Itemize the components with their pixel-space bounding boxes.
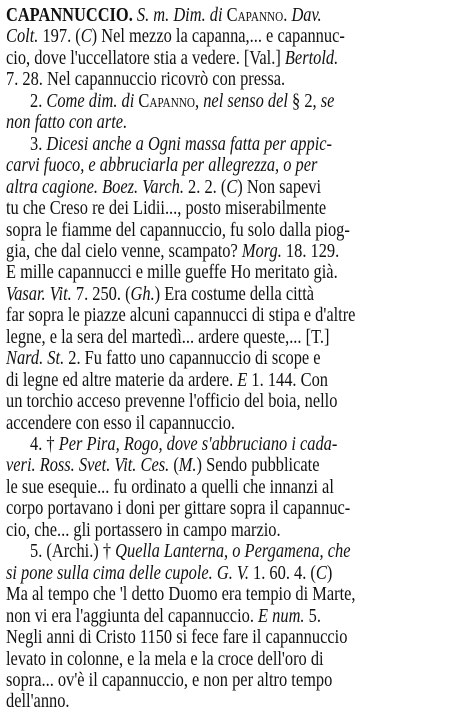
text-run: . [283,4,292,26]
text-run: C [315,561,327,584]
entry-line [6,689,375,714]
text-run: 2. 2. ( [183,175,227,198]
text-run: Come dim. di [46,89,135,112]
text-run: ( [169,454,179,477]
text-run: se [320,89,335,112]
text-run: Morg. [241,239,282,262]
text-run: levato in colonne, e la mela e la croce dell'oro di [6,647,324,670]
text-run: E [237,368,248,391]
text-run: un torchio acceso prevenne l'officio del boia, nello [6,390,338,413]
text-run: Bertold. [284,46,339,69]
text-run: Gh. [130,282,155,305]
text-run: Per Pira, Rogo, dove s'abbruciano i cada- [58,433,338,455]
text-run: ) Nel mezzo la capanna,... e capannuc- [91,25,345,48]
text-run: , [195,89,204,112]
text-run: 1. 144. Con [247,368,328,391]
text-run: sopra... ov'è il capannuccio, e non per altro tempo [6,668,333,691]
text-run: 5. [304,604,321,627]
text-run: ) Sendo pubblicate [196,454,320,477]
text-run: Dav. [291,4,322,26]
text-run: 7. 28. Nel capannuccio ricovrò con pressa. [6,68,286,91]
text-run: dell'anno. [6,690,70,713]
text-run: far sopra le piazze alcuni capannucci di stipa e d'altre [6,304,356,327]
text-run: Nard. St. [6,347,65,370]
text-run: S. m. Dim. di [136,4,223,26]
text-run: non fatto con arte. [6,111,128,134]
text-run: veri. Ross. Svet. Vit. Ces. [6,454,170,477]
text-run: cio, dove l'uccellatore stia a vedere. [Val.] [6,46,285,69]
text-run: gia, che dal cielo venne, scampato? [6,239,242,262]
text-run: Ma al tempo che 'l detto Duomo era tempio di Marte, [6,583,356,606]
text-run: ) Non sapevi [237,175,322,198]
text-run: 5. (Archi.) † [30,540,116,563]
text-run: 1. 60. 4. ( [248,561,316,584]
text-run: si pone sulla cima delle cupole. G. V. [6,561,249,584]
text-run: E num. [258,604,305,627]
text-run: Capanno [138,89,196,112]
text-run: legne, e la sera del martedì... ardere queste,... [T.] [6,325,330,348]
text-run: Negli anni di Cristo 1150 si fece fare il capannuccio [6,626,348,649]
text-run: C [80,25,92,48]
text-run: ) [326,561,333,584]
text-run: Colt. [6,25,39,48]
text-run: ) Era costume della città [154,282,315,305]
text-run: Quella Lanterna, o Pergamena, che [115,540,351,563]
text-run: 2. [30,89,47,112]
text-run: accendere con esso il capannuccio. [6,411,236,434]
text-run: 4. † [30,433,59,455]
text-run: corpo portavano i doni per gittare sopra il capannuc- [6,497,351,520]
text-run: le sue esequie... fu ordinato a quelli che innanzi al [6,475,334,498]
text-run: sopra le fiamme del capannuccio, fu solo dalla piog- [6,218,350,241]
headword: CAPANNUCCIO. [6,4,133,26]
text-run: 2. Fu fatto uno capannuccio di scope e [64,347,321,370]
text-run: 197. ( [38,25,81,48]
text-run: Dicesi anche a Ogni massa fatta per appic- [46,132,333,155]
text-run: altra cagione. Boez. Varch. [6,175,184,198]
text-run: carvi fuoco, e abbruciarla per allegrezza, o per [6,154,318,177]
text-run: E mille capannucci e mille gueffe Ho meritato già. [6,261,338,284]
text-run: § 2, [287,89,321,112]
text-run: 7. 250. ( [71,282,131,305]
text-run: C [226,175,238,198]
text-run: Capanno [226,4,284,26]
text-run: di legne ed altre materie da ardere. [6,368,238,391]
text-run: non vi era l'aggiunta del capannuccio. [6,604,259,627]
text-run: Vasar. Vit. [6,282,72,305]
text-run: nel senso del [203,89,288,112]
text-run: 18. 129. [281,239,340,262]
text-run: tu che Creso re dei Lidii..., posto miserabilmente [6,197,327,220]
text-run: 3. [30,132,47,155]
text-run: M. [178,454,197,477]
text-run: cio, che... gli portassero in campo marzio. [6,518,281,541]
